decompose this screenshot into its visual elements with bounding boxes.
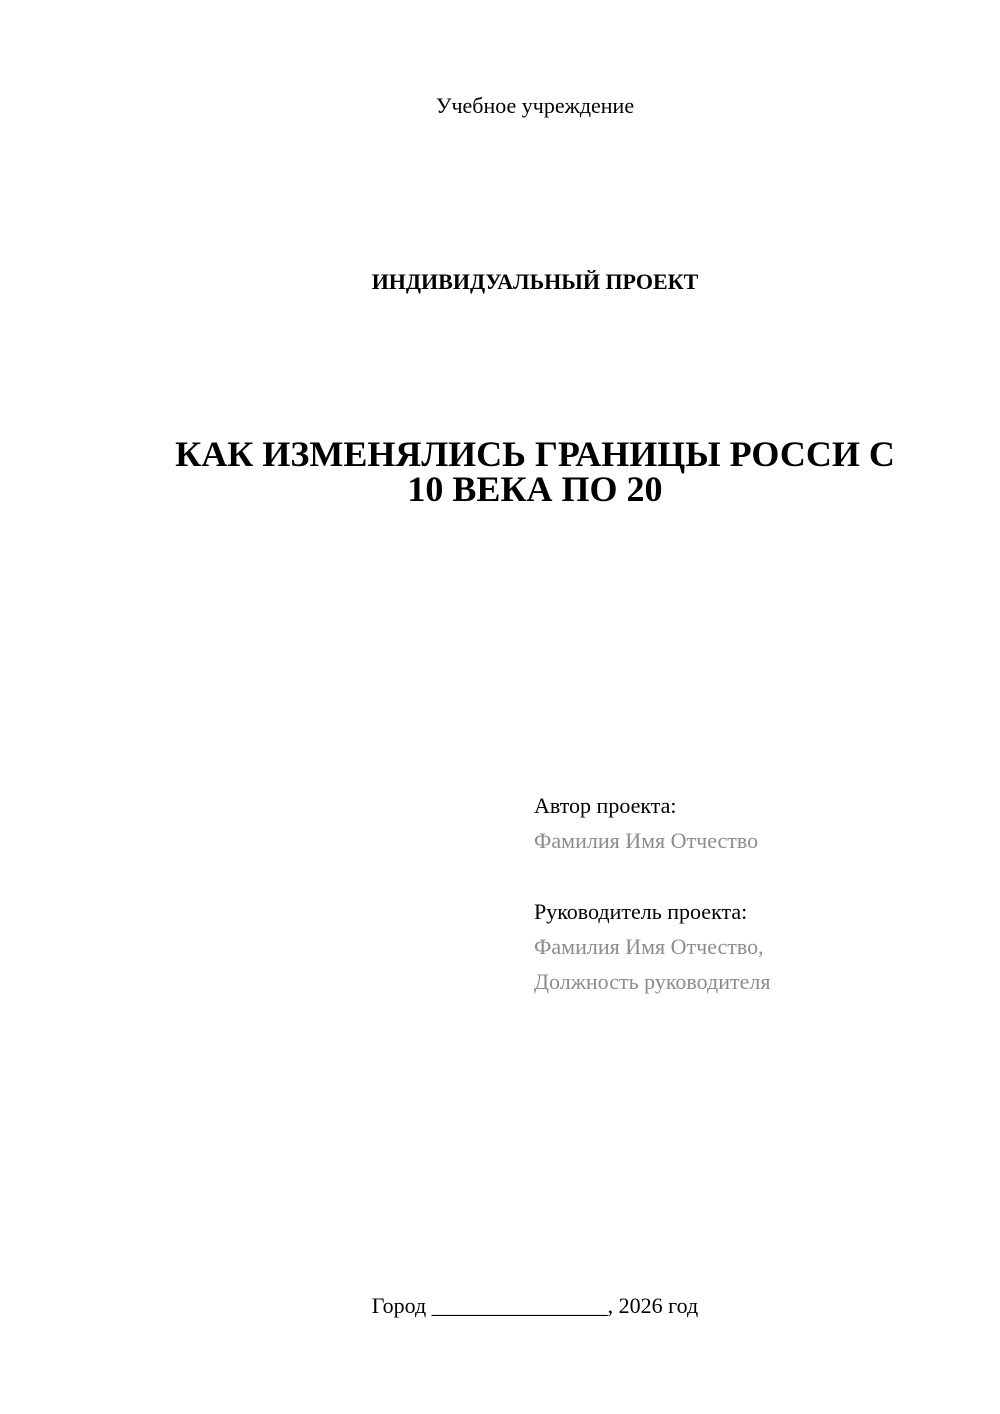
author-name: Фамилия Имя Отчество xyxy=(534,828,759,853)
supervisor-position: Должность руководителя xyxy=(534,969,771,994)
supervisor-label: Руководитель проекта: xyxy=(534,899,748,924)
project-info-block xyxy=(534,788,974,999)
project-title xyxy=(70,434,1000,509)
institution-name: Учебное учреждение xyxy=(435,93,635,118)
project-title-line-1: КАК ИЗМЕНЯЛИСЬ ГРАНИЦЫ РОССИ С xyxy=(175,434,895,474)
project-type-heading: ИНДИВИДУАЛЬНЫЙ ПРОЕКТ xyxy=(371,269,699,294)
project-title-line-2: 10 ВЕКА ПО 20 xyxy=(407,469,663,509)
supervisor-name: Фамилия Имя Отчество, xyxy=(534,934,764,959)
city-year-line: Город ________________, 2026 год xyxy=(371,1293,699,1318)
author-label: Автор проекта: xyxy=(534,793,677,818)
info-spacer xyxy=(534,858,974,894)
